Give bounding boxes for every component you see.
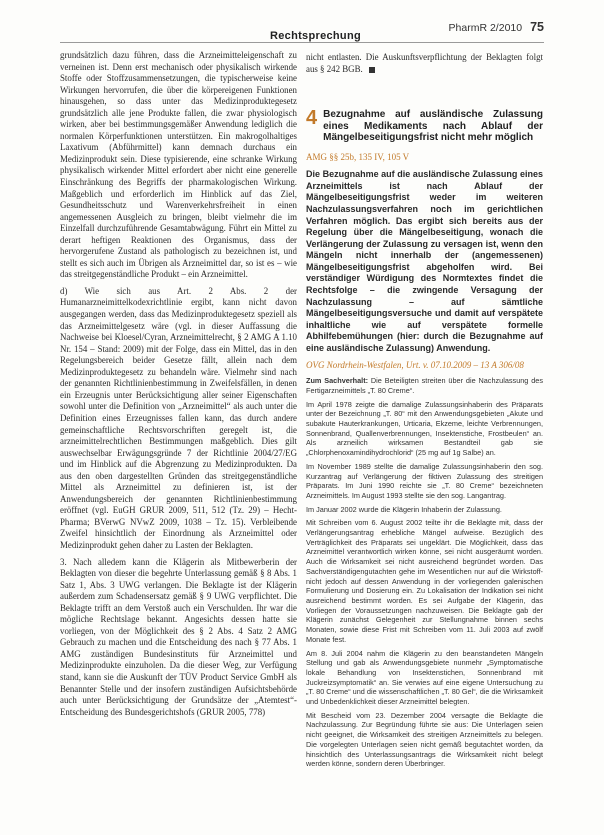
page-header [0,0,604,44]
article-heading [306,109,543,144]
article-number: 4 [306,107,318,130]
right-paragraph-0-text: nicht entlasten. Die Auskunftsverpflichtung der Beklagten folgt aus § 242 BGB. [306,52,543,74]
article-norms: AMG §§ 25b, 135 IV, 105 V [306,151,410,162]
end-mark-icon [369,67,375,73]
facts-section [306,376,543,769]
court-citation: OVG Nordrhein-Westfalen, Urt. v. 07.10.2009 – 13 A 306/08 [306,359,524,370]
journal-info [449,20,544,34]
facts-paragraph-6: Am 8. Juli 2004 nahm die Klägerin zu den beanstandeten Mängeln Stellung und gab als Anwendungsgebiete nunmehr „Symptomatische lokale Behandlung von Insektenstichen, Sonnenbrand mit Juckreizsymptomatik“ an. Sie verwies auf eine eigene Untersuchung zu „T. 80 Creme“ und die wissenschaftlichen „T. 80 Gel“, die die Wirksamkeit und Unbedenklichkeit dieser Arzneimittel belegten. [306,648,543,707]
article-title: Bezugnahme auf ausländische Zulassung eines Medikaments nach Ablauf der Mängelbeseitigungsfrist nicht mehr möglich [323,109,543,144]
journal-issue: PharmR 2/2010 [448,22,523,34]
facts-paragraph-7: Mit Bescheid vom 23. Dezember 2004 versagte die Beklagte die Nachzulassung. Zur Begründung führte sie aus: Die Unterlagen seien nicht geeignet, die Wirksamkeit des streitigen Arzneimittels zu belegen. Die vorgelegten Unterlagen seien nicht gemäß begutachtet worden, da hinsichtlich des Unterlassungsantrags die Wirksamkeit nicht belegt werden könne, sondern deren Überbringer. [306,710,543,769]
facts-paragraph-1 [306,376,543,395]
left-paragraph-1: grundsätzlich dazu führen, dass die Arzneimitteleigenschaft zu verneinen ist. Denn erst mechanisch oder physikalisch wirkende Stoffe oder Stoffzusammensetzungen, die typischerweise keine Wirkungen hervorrufen, die über die körpereigenen Funktionen hinausgehen, so dass unter das Medizinproduktegesetz grundsätzlich alle jene Produkte fallen, die zwar physiologisch wirken, aber bei bestimmungsgemäßer Anwendung lediglich die normalen Körperfunktionen unterstützen. Ein makrogolhaltiges Laxativum (Abführmittel) kann demnach durchaus ein Medizinprodukt sein. Diese typisierende, eine schranke Wirkung physikalisch wirkender Mittel erfordert aber nicht eine generelle Einschränkung des Begriffs der pharmakologischen Wirkung. Maßgeblich und erforderlich im Hinblick auf das Ziel, Gesundheitsschutz und Warenverkehrsfreiheit in einen angemessenen Ausgleich zu bringen, bleibt vielmehr die im Einzelfall durchzuführende Gesamtabwägung. Führt ein Mittel zu derart heftigen Reaktionen des Organismus, dass der hervorgerufene Zustand als pathologisch zu bezeichnen ist, und stellt es sich auch im Übrigen als Arzneimittel dar, so ist es – wie das streitgegenständliche Produkt – ein Arzneimittel. [60,50,297,280]
facts-paragraph-4: Im Januar 2002 wurde die Klägerin Inhaberin der Zulassung. [306,504,502,514]
left-paragraph-2: d) Wie sich aus Art. 2 Abs. 2 der Humanarzneimittelkodexrichtlinie ergibt, kann nicht davon ausgegangen werden, dass das Medizinproduktegesetz speziell als das Arzneimittelgesetz wäre (vgl. in dieser Auffassung die Nachweise bei Kloesel/Cyran, Arzneimittelrecht, § 2 AMG A 1.10 Nr. 154 – Stand: 2009) mit der Folge, dass ein Mittel, das in den Regelungsbereich beider Gesetze fällt, allein nach dem Medizinproduktegesetz zu behandeln wäre. Vielmehr sind nach der genannten Richtlinienbestimmung in Zweifelsfällen, in denen ein Erzeugnis unter Berücksichtigung aller seiner Eigenschaften sowohl unter die Definition von „Arzneimittel“ als auch unter die Definition eines Erzeugnisses fallen kann, das durch andere gemeinschaftliche Rechtsvorschriften geregelt ist, die arzneimittelrechtlichen Bestimmungen maßgeblich. Dies gilt auswechselbar Erwägungsgründe 7 der Richtlinie 2004/27/EG und im Hinblick auf die Abgrenzung zu Medizinprodukten. Da aus den oben dargestellten Gründen das streitgegenständliche Mittel als Arzneimittel zu definieren ist, ist der Anwendungsbereich der genannten Richtlinienbestimmung eröffnet (vgl. EuGH GRUR 2009, 511, 512 (Tz. 29) – Hecht-Pharma; BVerwG NVwZ 2009, 1038 – Tz. 15). Verbleibende Zweifel hinsichtlich der Einordnung als Arzneimittel oder Medizinprodukt gehen daher zu Lasten der Beklagten. [60,285,297,550]
facts-paragraph-5: Mit Schreiben vom 6. August 2002 teilte ihr die Beklagte mit, dass der Verlängerungsantrag erhebliche Mängel aufweise. Bezüglich des Verträglichkeit des Präparats sei ungeklärt. Die Möglichkeit, dass das Arzneimittel verantwortlich wirken könne, sei nicht ausgeräumt worden. Auch die Wirksamkeit sei nicht ausreichend begründet worden. Das Sachverständigengutachten gehe im Wesentlichen nur auf die Wirkstoff- nicht jedoch auf dessen Anwendung in der vorliegenden galenischen Formulierung und Dosierung ein. Zu Lokalisation der Indikation sei nicht ausreichend bestimmt worden. Es sei Aufgabe der Klägerin, das Vorliegen der Voraussetzungen nachzuweisen. Die Beklagte gab der Klägerin zunächst Gelegenheit zur Stellungnahme binnen sechs Monaten, sowie diese Frist mit Schreiben vom 11. Juli 2003 auf zwölf Monate fest. [306,518,543,644]
facts-paragraph-3: Im November 1989 stellte die damalige Zulassungsinhaberin den sog. Kurzantrag auf Verlängerung der fiktiven Zulassung des streitigen Präparats. Im Juni 1990 reichte sie „T. 80 Creme“ bezeichneten Arzneimittels. Im August 1993 stellte sie den sog. Langantrag. [306,461,543,500]
facts-paragraph-2: Im April 1978 zeigte die damalige Zulassungsinhaberin des Präparats unter der Bezeichnung „T. 80“ mit den Anwendungsgebieten „Akute und subakute Hauterkrankungen, Urticaria, Ekzeme, leichte Verbrennungen, Sonnenbrand, Quallenverbrennungen, Insektenstiche, Frostbeulen“ an. Als arzneilich wirksamen Bestandteil gab sie „Chlorphenoxamindihydrochlorid“ (25 mg auf 1g Salbe) an. [306,399,543,458]
facts-intro: Die Beteiligten streiten über die Nachzulassung des Fertigarzneimittels „T. 80 Creme“. [306,376,543,395]
right-paragraph-0 [306,52,543,75]
left-paragraph-3: 3. Nach alledem kann die Klägerin als Mitbewerberin der Beklagten von dieser die begehrte Unterlassung gemäß § 8 Abs. 1 Satz 1, Abs. 3 UWG verlangen. Die Beklagte ist der Klägerin außerdem zum Schadensersatz gemäß § 9 UWG verpflichtet. Die Beklagte trifft an dem Verstoß auch ein Verschulden. Ihr war die mögliche Rechtslage bekannt. Angesichts dessen hatte sie vorliegen, von der Möglichkeit des § 2 Abs. 4 Satz 2 AMG Gebrauch zu machen und die Entscheidung des nach § 77 Abs. 1 AMG zuständigen Bundesinstituts für Arzneimittel und Medizinprodukte einzuholen. Da die dieser Weg, zur Verfügung stand, kann sie die Auskunft der TÜV Product Service GmbH als Benannter Stelle und der insofern zuständigen Aufsichtsbehörde auch unter Berücksichtigung der Grundsätze der „Atemtest“-Entscheidung des Bundesgerichtshofs (GRUR 2005, 778) [60,556,297,717]
section-title: Rechtsprechung [270,30,361,42]
facts-label: Zum Sachverhalt: [306,376,369,386]
header-rule [60,42,544,43]
page-number: 75 [530,20,544,34]
article-block [306,109,543,769]
right-column [306,52,543,773]
article-headnote: Die Bezugnahme auf die ausländische Zulassung eines Arzneimittels ist nach Ablauf der Mängelbeseitigungsfrist weder im weiteren Nachzulassungsverfahren noch im gerichtlichen Verfahren möglich. Das ergibt sich bereits aus der Regelung über die Mängelbeseitigung, wonach die Verlängerung der Zulassung zu versagen ist, wenn den Mängeln nicht innerhalb der (angemessenen) Mängelbeseitigungsfrist abgeholfen wird. Bei verständiger Würdigung des Normtextes findet die Rechtsfolge – die zwingende Versagung der Nachzulassung – auf sämtliche Mängelbeseitigungsversuche und damit auf verspätete inhaltliche wie auf verspätete formelle Abhilfebemühungen (hier: durch die Bezugnahme auf eine ausländische Zulassung) Anwendung. [306,169,543,354]
left-column [60,50,297,718]
